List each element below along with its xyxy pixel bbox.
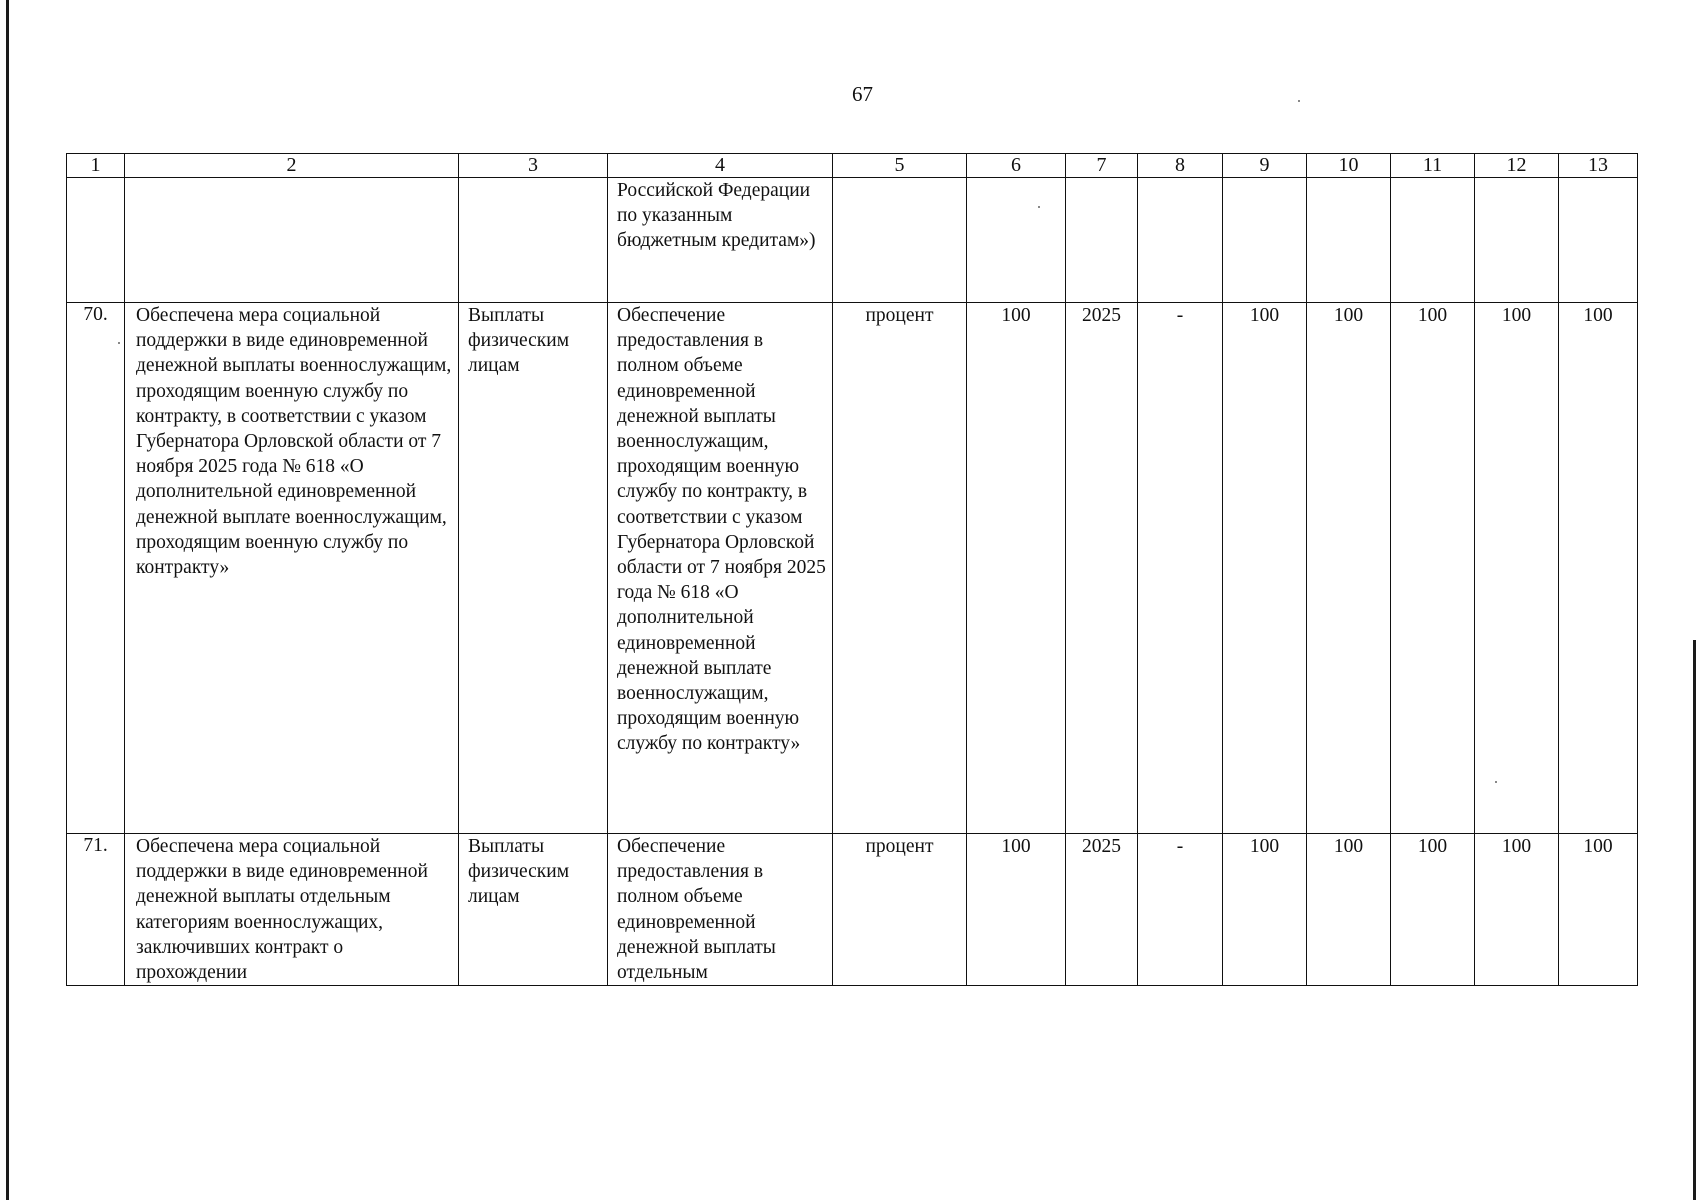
base-value-cell: 100 bbox=[967, 303, 1066, 834]
table-cell bbox=[1138, 178, 1223, 303]
table-row bbox=[67, 834, 1638, 986]
table-cell bbox=[1559, 178, 1638, 303]
column-number-row bbox=[67, 154, 1638, 178]
base-year-cell: 2025 bbox=[1066, 303, 1138, 834]
column-number: 4 bbox=[608, 154, 833, 178]
table-cell bbox=[1066, 178, 1138, 303]
column-number: 2 bbox=[125, 154, 459, 178]
continued-characteristic-cell: Российской Федерации по указанным бюджетным кредитам») bbox=[608, 178, 833, 303]
table-row bbox=[67, 303, 1638, 834]
value-cell: - bbox=[1138, 834, 1223, 986]
column-number: 3 bbox=[459, 154, 608, 178]
table-cell bbox=[67, 178, 125, 303]
row-number-cell: 71. bbox=[67, 834, 125, 986]
type-cell: Выплаты физическим лицам bbox=[459, 303, 608, 834]
scan-speck bbox=[1495, 781, 1497, 783]
table-cell bbox=[1223, 178, 1307, 303]
value-cell: 100 bbox=[1223, 834, 1307, 986]
scan-edge-right bbox=[1693, 640, 1696, 1200]
scan-speck bbox=[1298, 100, 1300, 102]
column-number: 6 bbox=[967, 154, 1066, 178]
result-cell: Обеспечена мера социальной поддержки в виде единовременной денежной выплаты военнослужащим, проходящим военную службу по контракту, в соответствии с указом Губернатора Орловской области от 7 ноября 2025 года № 618 «О дополнительной единовременной денежной выплате военнослужащим, проходящим военную службу по контракту» bbox=[125, 303, 459, 834]
characteristic-cell: Обеспечение предоставления в полном объеме единовременной денежной выплаты военнослужащим, проходящим военную службу по контракту, в соответствии с указом Губернатора Орловской области от 7 ноября 2025 года № 618 «О дополнительной единовременной денежной выплате военнослужащим, проходящим военную службу по контракту» bbox=[608, 303, 833, 834]
table-row-continuation bbox=[67, 178, 1638, 303]
scan-edge-left bbox=[6, 0, 9, 1200]
page-number: 67 bbox=[852, 82, 873, 106]
value-cell: - bbox=[1138, 303, 1223, 834]
table-cell bbox=[1475, 178, 1559, 303]
value-cell: 100 bbox=[1559, 303, 1638, 834]
characteristic-cell: Обеспечение предоставления в полном объеме единовременной денежной выплаты отдельным bbox=[608, 834, 833, 986]
base-value-cell: 100 bbox=[967, 834, 1066, 986]
value-cell: 100 bbox=[1475, 303, 1559, 834]
table-cell bbox=[1307, 178, 1391, 303]
unit-cell: процент bbox=[833, 834, 967, 986]
scan-speck bbox=[1038, 206, 1040, 208]
value-cell: 100 bbox=[1475, 834, 1559, 986]
value-cell: 100 bbox=[1391, 303, 1475, 834]
base-year-cell: 2025 bbox=[1066, 834, 1138, 986]
column-number: 12 bbox=[1475, 154, 1559, 178]
column-number: 11 bbox=[1391, 154, 1475, 178]
table-cell bbox=[125, 178, 459, 303]
value-cell: 100 bbox=[1559, 834, 1638, 986]
table-cell bbox=[833, 178, 967, 303]
column-number: 10 bbox=[1307, 154, 1391, 178]
result-cell: Обеспечена мера социальной поддержки в виде единовременной денежной выплаты отдельным категориям военнослужащих, заключивших контракт о прохождении bbox=[125, 834, 459, 986]
table-cell bbox=[967, 178, 1066, 303]
row-number-cell: 70. bbox=[67, 303, 125, 834]
type-cell: Выплаты физическим лицам bbox=[459, 834, 608, 986]
column-number: 9 bbox=[1223, 154, 1307, 178]
indicators-table bbox=[66, 153, 1638, 986]
value-cell: 100 bbox=[1307, 303, 1391, 834]
column-number: 7 bbox=[1066, 154, 1138, 178]
value-cell: 100 bbox=[1223, 303, 1307, 834]
scan-speck bbox=[118, 342, 120, 344]
column-number: 5 bbox=[833, 154, 967, 178]
table-cell bbox=[459, 178, 608, 303]
column-number: 1 bbox=[67, 154, 125, 178]
column-number: 13 bbox=[1559, 154, 1638, 178]
table-cell bbox=[1391, 178, 1475, 303]
unit-cell: процент bbox=[833, 303, 967, 834]
value-cell: 100 bbox=[1391, 834, 1475, 986]
value-cell: 100 bbox=[1307, 834, 1391, 986]
column-number: 8 bbox=[1138, 154, 1223, 178]
